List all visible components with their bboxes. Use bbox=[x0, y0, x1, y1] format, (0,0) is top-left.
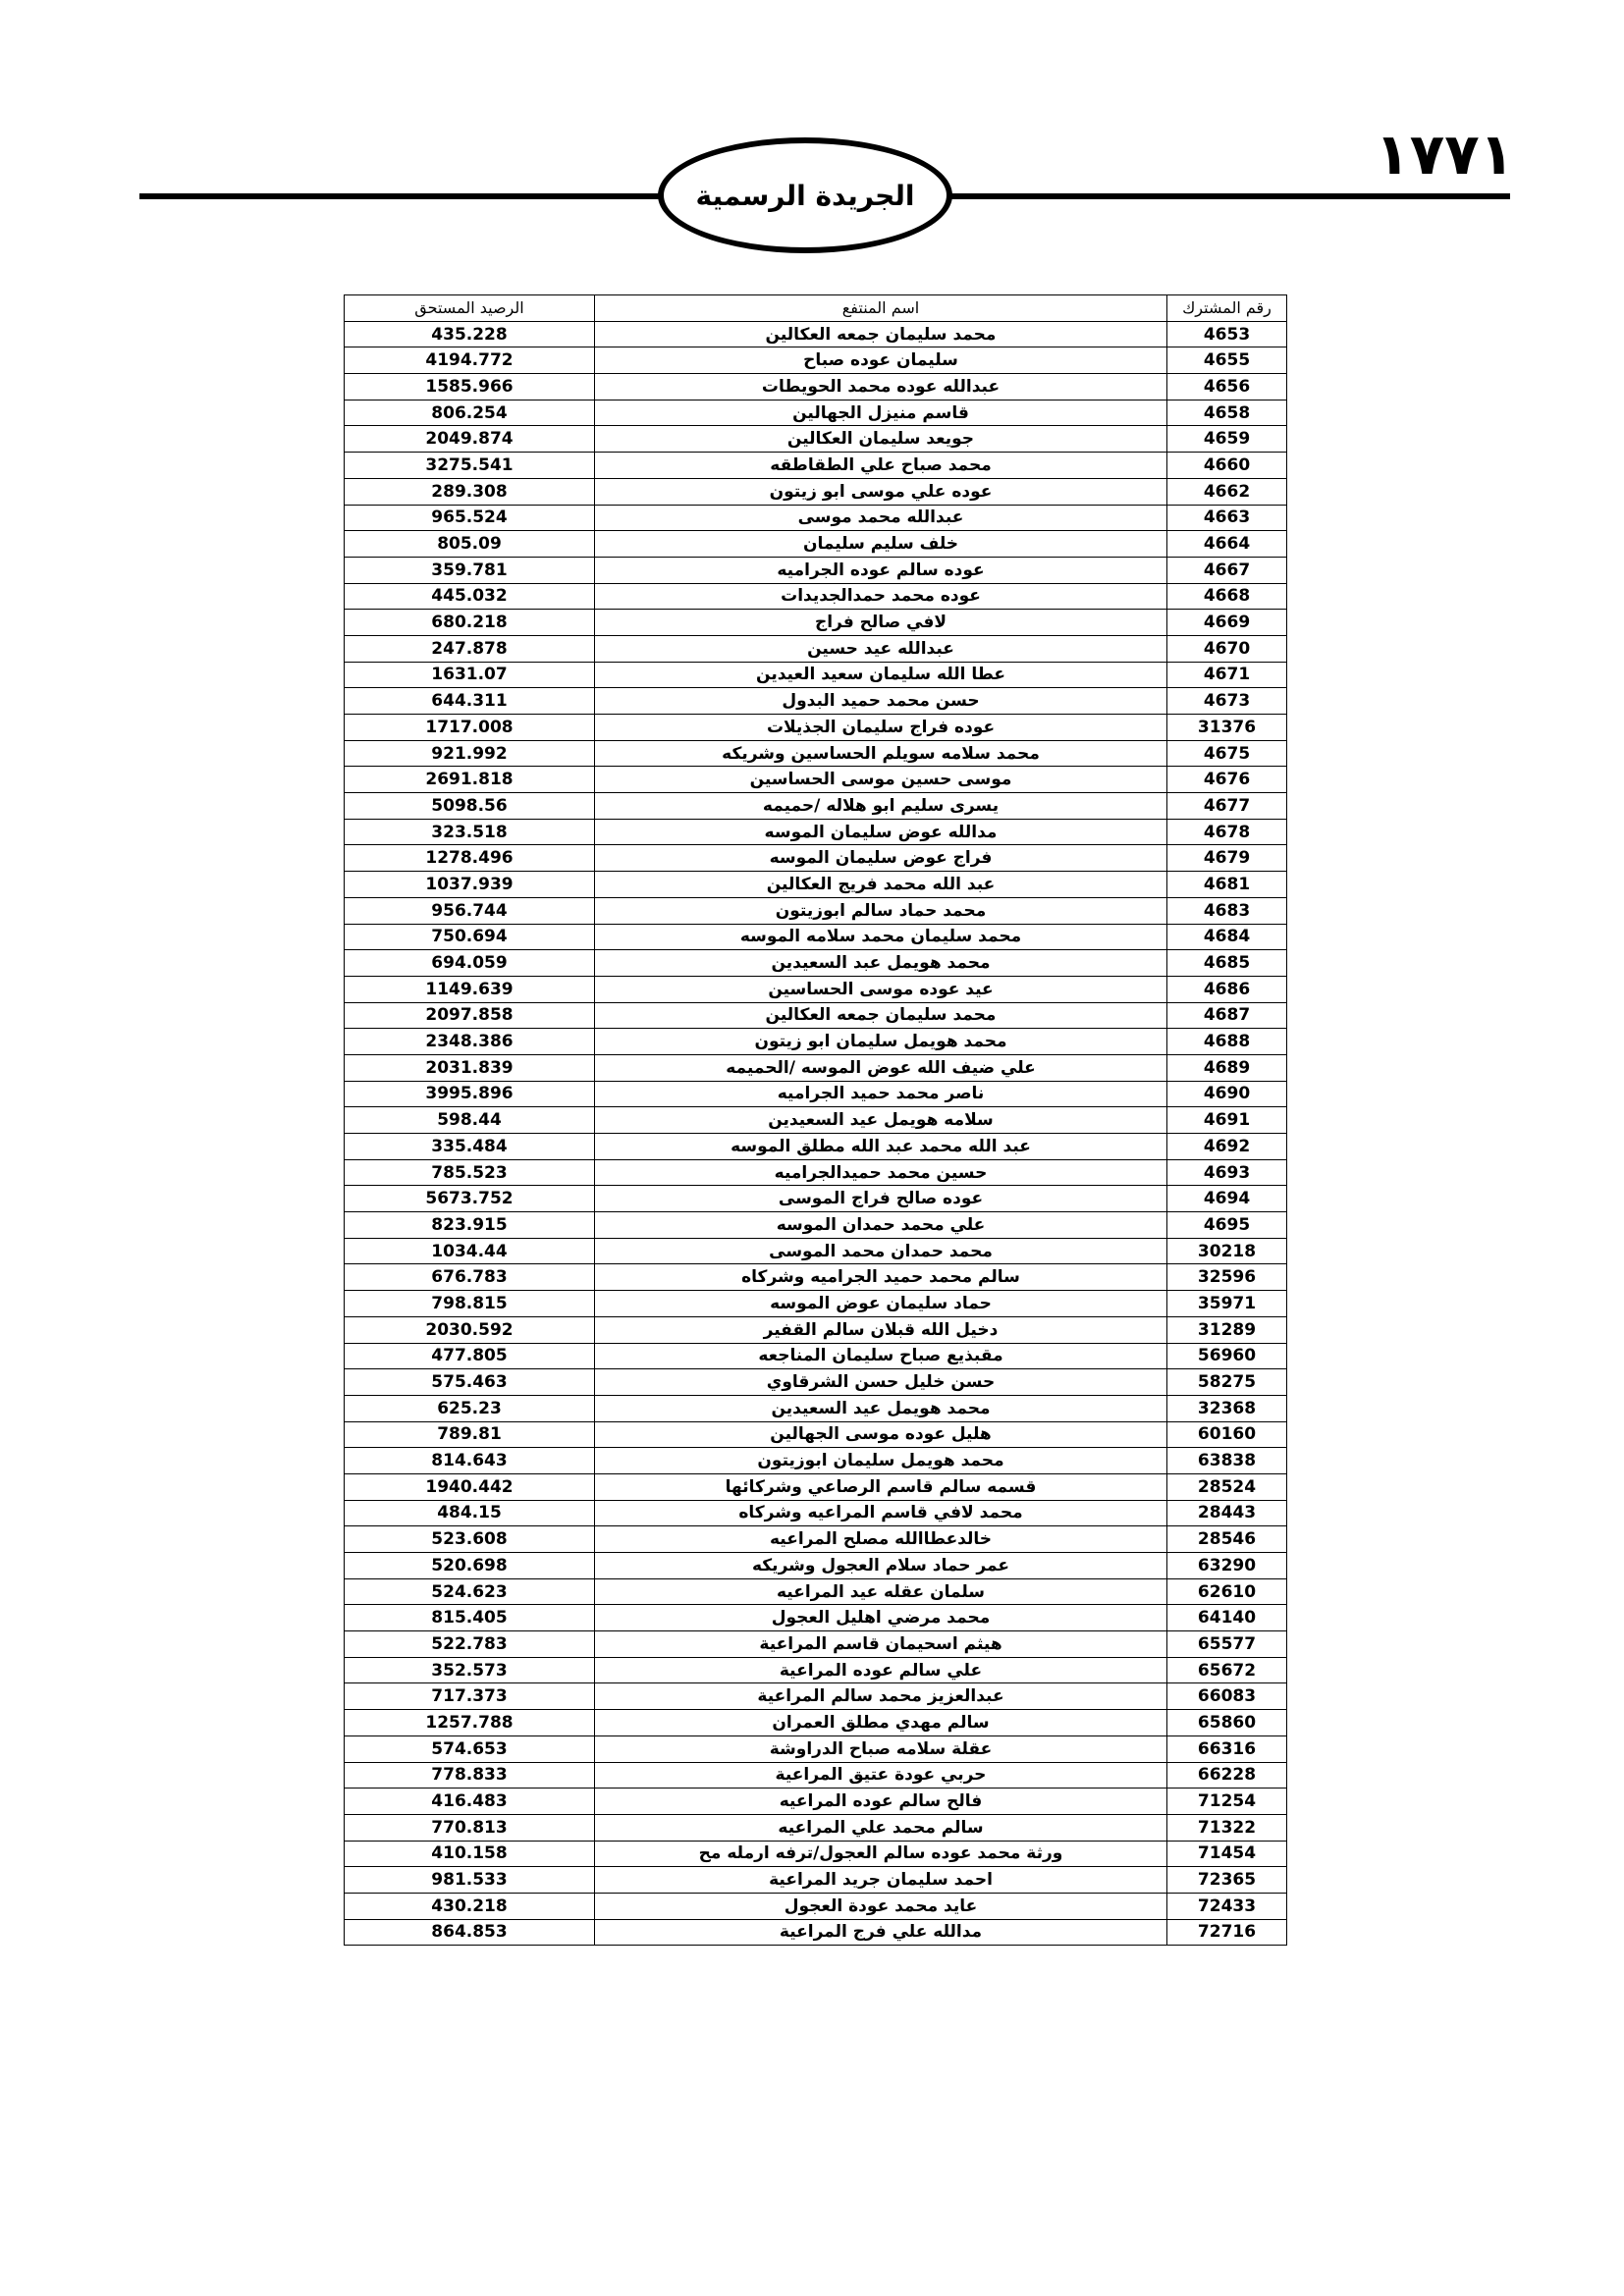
subscriber-balance-table bbox=[344, 294, 1287, 1946]
table-row bbox=[345, 897, 1287, 924]
subscriber-number-cell: 71254 bbox=[1167, 1789, 1287, 1815]
journal-title-ellipse bbox=[658, 137, 952, 253]
table-row bbox=[345, 1343, 1287, 1369]
balance-due-cell: 1257.788 bbox=[345, 1710, 595, 1736]
table-row bbox=[345, 1421, 1287, 1448]
subscriber-number-cell: 65860 bbox=[1167, 1710, 1287, 1736]
subscriber-number-cell: 63838 bbox=[1167, 1448, 1287, 1474]
beneficiary-name-cell: قاسم منيزل الجهالين bbox=[595, 400, 1167, 426]
balance-due-cell: 2031.839 bbox=[345, 1054, 595, 1081]
table-row bbox=[345, 1264, 1287, 1291]
beneficiary-name-cell: محمد صباح علي الطقاطقه bbox=[595, 453, 1167, 479]
table-row bbox=[345, 1631, 1287, 1658]
subscriber-number-cell: 4655 bbox=[1167, 347, 1287, 374]
beneficiary-name-cell: محمد سليمان جمعه العكالين bbox=[595, 321, 1167, 347]
balance-due-cell: 694.059 bbox=[345, 950, 595, 977]
subscriber-number-cell: 4667 bbox=[1167, 557, 1287, 583]
beneficiary-name-cell: محمد حمدان محمد الموسى bbox=[595, 1238, 1167, 1264]
balance-due-cell: 435.228 bbox=[345, 321, 595, 347]
balance-due-cell: 1149.639 bbox=[345, 976, 595, 1002]
balance-due-cell: 1037.939 bbox=[345, 872, 595, 898]
table-row bbox=[345, 1107, 1287, 1134]
beneficiary-name-cell: فالح سالم عوده المراعيه bbox=[595, 1789, 1167, 1815]
balance-due-cell: 1585.966 bbox=[345, 374, 595, 400]
table-row bbox=[345, 1919, 1287, 1946]
balance-due-cell: 5098.56 bbox=[345, 793, 595, 820]
beneficiary-name-cell: عبد الله محمد فريج العكالين bbox=[595, 872, 1167, 898]
balance-due-cell: 965.524 bbox=[345, 505, 595, 531]
beneficiary-name-cell: سالم مهدي مطلق العمران bbox=[595, 1710, 1167, 1736]
balance-due-cell: 1278.496 bbox=[345, 845, 595, 872]
balance-due-cell: 522.783 bbox=[345, 1631, 595, 1658]
beneficiary-name-cell: سلمان عقله عيد المراعيه bbox=[595, 1578, 1167, 1605]
beneficiary-name-cell: عوده فراج سليمان الجذيلات bbox=[595, 715, 1167, 741]
table-row bbox=[345, 321, 1287, 347]
subscriber-number-cell: 4663 bbox=[1167, 505, 1287, 531]
table-row bbox=[345, 950, 1287, 977]
beneficiary-name-cell: محمد مرضي اهليل العجول bbox=[595, 1605, 1167, 1631]
beneficiary-name-cell: محمد هويمل عيد السعيدين bbox=[595, 1395, 1167, 1421]
table-header-row bbox=[345, 295, 1287, 322]
table-row bbox=[345, 1500, 1287, 1526]
table-row bbox=[345, 1448, 1287, 1474]
table-row bbox=[345, 1002, 1287, 1029]
column-header-balance-due: الرصيد المستحق bbox=[345, 295, 595, 322]
beneficiary-name-cell: حسن خليل حسن الشرقاوي bbox=[595, 1369, 1167, 1396]
beneficiary-name-cell: عبدالله محمد موسى bbox=[595, 505, 1167, 531]
table-row bbox=[345, 1789, 1287, 1815]
table-row bbox=[345, 1054, 1287, 1081]
beneficiary-name-cell: علي سالم عوده المراعية bbox=[595, 1657, 1167, 1683]
subscriber-number-cell: 4688 bbox=[1167, 1029, 1287, 1055]
beneficiary-name-cell: سليمان عوده صباح bbox=[595, 347, 1167, 374]
table-row bbox=[345, 1735, 1287, 1762]
subscriber-number-cell: 66083 bbox=[1167, 1683, 1287, 1710]
subscriber-number-cell: 4660 bbox=[1167, 453, 1287, 479]
balance-due-cell: 247.878 bbox=[345, 635, 595, 662]
subscriber-number-cell: 4677 bbox=[1167, 793, 1287, 820]
beneficiary-name-cell: علي ضيف الله عوض الموسه /الحميمه bbox=[595, 1054, 1167, 1081]
table-row bbox=[345, 1762, 1287, 1789]
balance-due-cell: 416.483 bbox=[345, 1789, 595, 1815]
subscriber-number-cell: 60160 bbox=[1167, 1421, 1287, 1448]
subscriber-number-cell: 4678 bbox=[1167, 819, 1287, 845]
table-row bbox=[345, 583, 1287, 610]
balance-due-cell: 717.373 bbox=[345, 1683, 595, 1710]
subscriber-number-cell: 4671 bbox=[1167, 662, 1287, 688]
beneficiary-name-cell: موسى حسين موسى الحساسين bbox=[595, 767, 1167, 793]
subscriber-number-cell: 4669 bbox=[1167, 610, 1287, 636]
beneficiary-name-cell: جويعد سليمان العكالين bbox=[595, 426, 1167, 453]
subscriber-number-cell: 72716 bbox=[1167, 1919, 1287, 1946]
beneficiary-name-cell: علي محمد حمدان الموسه bbox=[595, 1212, 1167, 1239]
table-row bbox=[345, 688, 1287, 715]
balance-due-cell: 289.308 bbox=[345, 478, 595, 505]
table-row bbox=[345, 426, 1287, 453]
beneficiary-name-cell: حسن محمد حميد البدول bbox=[595, 688, 1167, 715]
table-row bbox=[345, 1212, 1287, 1239]
table-row bbox=[345, 767, 1287, 793]
table-row bbox=[345, 1710, 1287, 1736]
balance-due-cell: 644.311 bbox=[345, 688, 595, 715]
balance-due-cell: 523.608 bbox=[345, 1526, 595, 1553]
balance-due-cell: 323.518 bbox=[345, 819, 595, 845]
table-row bbox=[345, 1893, 1287, 1919]
beneficiary-name-cell: عوده علي موسى ابو زيتون bbox=[595, 478, 1167, 505]
table-row bbox=[345, 1369, 1287, 1396]
table-row bbox=[345, 478, 1287, 505]
table-row bbox=[345, 1395, 1287, 1421]
balance-due-cell: 4194.772 bbox=[345, 347, 595, 374]
table-row bbox=[345, 1867, 1287, 1894]
subscriber-number-cell: 30218 bbox=[1167, 1238, 1287, 1264]
subscriber-number-cell: 71454 bbox=[1167, 1841, 1287, 1867]
balance-due-cell: 778.833 bbox=[345, 1762, 595, 1789]
column-header-subscriber-number: رقم المشترك bbox=[1167, 295, 1287, 322]
table-row bbox=[345, 1159, 1287, 1186]
subscriber-number-cell: 65577 bbox=[1167, 1631, 1287, 1658]
subscriber-number-cell: 32596 bbox=[1167, 1264, 1287, 1291]
beneficiary-name-cell: عمر حماد سلام العجول وشريكه bbox=[595, 1553, 1167, 1579]
table-row bbox=[345, 924, 1287, 950]
table-row bbox=[345, 872, 1287, 898]
table-row bbox=[345, 400, 1287, 426]
subscriber-number-cell: 56960 bbox=[1167, 1343, 1287, 1369]
journal-title: الجريدة الرسمية bbox=[695, 179, 915, 212]
subscriber-number-cell: 32368 bbox=[1167, 1395, 1287, 1421]
subscriber-number-cell: 72365 bbox=[1167, 1867, 1287, 1894]
balance-due-cell: 2049.874 bbox=[345, 426, 595, 453]
subscriber-number-cell: 4679 bbox=[1167, 845, 1287, 872]
balance-due-cell: 430.218 bbox=[345, 1893, 595, 1919]
table-row bbox=[345, 1683, 1287, 1710]
balance-due-cell: 798.815 bbox=[345, 1291, 595, 1317]
balance-due-cell: 3275.541 bbox=[345, 453, 595, 479]
beneficiary-name-cell: سالم محمد حميد الجراميه وشركاه bbox=[595, 1264, 1167, 1291]
beneficiary-name-cell: خالدعطاالله مصلح المراعيه bbox=[595, 1526, 1167, 1553]
beneficiary-name-cell: محمد هويمل سليمان ابو زيتون bbox=[595, 1029, 1167, 1055]
beneficiary-name-cell: سلامه هويمل عيد السعيدين bbox=[595, 1107, 1167, 1134]
table-row bbox=[345, 610, 1287, 636]
balance-due-cell: 520.698 bbox=[345, 1553, 595, 1579]
balance-due-cell: 598.44 bbox=[345, 1107, 595, 1134]
subscriber-number-cell: 4662 bbox=[1167, 478, 1287, 505]
beneficiary-name-cell: احمد سليمان جريد المراعية bbox=[595, 1867, 1167, 1894]
table-row bbox=[345, 531, 1287, 558]
subscriber-number-cell: 71322 bbox=[1167, 1814, 1287, 1841]
subscriber-number-cell: 28443 bbox=[1167, 1500, 1287, 1526]
table-row bbox=[345, 1526, 1287, 1553]
balance-due-cell: 770.813 bbox=[345, 1814, 595, 1841]
beneficiary-name-cell: محمد لافي قاسم المراعيه وشركاه bbox=[595, 1500, 1167, 1526]
beneficiary-name-cell: هليل عوده موسى الجهالين bbox=[595, 1421, 1167, 1448]
table-row bbox=[345, 662, 1287, 688]
table-row bbox=[345, 347, 1287, 374]
table-row bbox=[345, 1134, 1287, 1160]
beneficiary-name-cell: ناصر محمد حميد الجراميه bbox=[595, 1081, 1167, 1107]
subscriber-number-cell: 62610 bbox=[1167, 1578, 1287, 1605]
table-row bbox=[345, 1841, 1287, 1867]
subscriber-number-cell: 63290 bbox=[1167, 1553, 1287, 1579]
balance-due-cell: 352.573 bbox=[345, 1657, 595, 1683]
balance-due-cell: 956.744 bbox=[345, 897, 595, 924]
balance-due-cell: 524.623 bbox=[345, 1578, 595, 1605]
table-row bbox=[345, 453, 1287, 479]
balance-due-cell: 484.15 bbox=[345, 1500, 595, 1526]
table-row bbox=[345, 635, 1287, 662]
balance-due-cell: 680.218 bbox=[345, 610, 595, 636]
balance-due-cell: 359.781 bbox=[345, 557, 595, 583]
beneficiary-name-cell: عوده صالح فراج الموسى bbox=[595, 1186, 1167, 1212]
balance-due-cell: 814.643 bbox=[345, 1448, 595, 1474]
balance-due-cell: 1717.008 bbox=[345, 715, 595, 741]
balance-due-cell: 1940.442 bbox=[345, 1473, 595, 1500]
table-row bbox=[345, 557, 1287, 583]
subscriber-number-cell: 4693 bbox=[1167, 1159, 1287, 1186]
subscriber-number-cell: 66228 bbox=[1167, 1762, 1287, 1789]
table-row bbox=[345, 1186, 1287, 1212]
table-row bbox=[345, 976, 1287, 1002]
table-row bbox=[345, 740, 1287, 767]
subscriber-number-cell: 28524 bbox=[1167, 1473, 1287, 1500]
table-row bbox=[345, 374, 1287, 400]
balance-due-cell: 823.915 bbox=[345, 1212, 595, 1239]
balance-due-cell: 981.533 bbox=[345, 1867, 595, 1894]
beneficiary-name-cell: عقلة سلامه صباح الدراوشة bbox=[595, 1735, 1167, 1762]
beneficiary-name-cell: فراج عوض سليمان الموسه bbox=[595, 845, 1167, 872]
table-row bbox=[345, 1238, 1287, 1264]
subscriber-number-cell: 4653 bbox=[1167, 321, 1287, 347]
table-row bbox=[345, 1081, 1287, 1107]
subscriber-number-cell: 4686 bbox=[1167, 976, 1287, 1002]
subscriber-number-cell: 4689 bbox=[1167, 1054, 1287, 1081]
subscriber-number-cell: 4676 bbox=[1167, 767, 1287, 793]
beneficiary-name-cell: هيثم اسحيمان قاسم المراعية bbox=[595, 1631, 1167, 1658]
beneficiary-name-cell: ورثة محمد عوده سالم العجول/ترفه ارمله مح bbox=[595, 1841, 1167, 1867]
table-row bbox=[345, 1657, 1287, 1683]
balance-due-cell: 477.805 bbox=[345, 1343, 595, 1369]
table-row bbox=[345, 1814, 1287, 1841]
beneficiary-name-cell: خلف سليم سليمان bbox=[595, 531, 1167, 558]
subscriber-number-cell: 4670 bbox=[1167, 635, 1287, 662]
beneficiary-name-cell: يسرى سليم ابو هلاله /حميمه bbox=[595, 793, 1167, 820]
table-row bbox=[345, 1605, 1287, 1631]
balance-due-cell: 750.694 bbox=[345, 924, 595, 950]
beneficiary-name-cell: سالم محمد علي المراعيه bbox=[595, 1814, 1167, 1841]
beneficiary-name-cell: محمد هويمل عبد السعيدين bbox=[595, 950, 1167, 977]
beneficiary-name-cell: مقبذيع صباح سليمان المناجعه bbox=[595, 1343, 1167, 1369]
beneficiary-name-cell: محمد هويمل سليمان ابوزيتون bbox=[595, 1448, 1167, 1474]
balance-due-cell: 1631.07 bbox=[345, 662, 595, 688]
beneficiary-name-cell: محمد حماد سالم ابوزيتون bbox=[595, 897, 1167, 924]
balance-due-cell: 625.23 bbox=[345, 1395, 595, 1421]
beneficiary-name-cell: مدالله علي فرج المراعية bbox=[595, 1919, 1167, 1946]
subscriber-number-cell: 28546 bbox=[1167, 1526, 1287, 1553]
balance-due-cell: 335.484 bbox=[345, 1134, 595, 1160]
subscriber-number-cell: 4664 bbox=[1167, 531, 1287, 558]
subscriber-number-cell: 66316 bbox=[1167, 1735, 1287, 1762]
subscriber-number-cell: 4659 bbox=[1167, 426, 1287, 453]
balance-due-cell: 2691.818 bbox=[345, 767, 595, 793]
balance-due-cell: 806.254 bbox=[345, 400, 595, 426]
beneficiary-name-cell: عبدالله عوده محمد الحويطات bbox=[595, 374, 1167, 400]
balance-due-cell: 2097.858 bbox=[345, 1002, 595, 1029]
table-row bbox=[345, 1578, 1287, 1605]
table-row bbox=[345, 715, 1287, 741]
subscriber-number-cell: 4687 bbox=[1167, 1002, 1287, 1029]
beneficiary-name-cell: حماد سليمان عوض الموسه bbox=[595, 1291, 1167, 1317]
subscriber-number-cell: 4691 bbox=[1167, 1107, 1287, 1134]
beneficiary-name-cell: محمد سليمان محمد سلامه الموسه bbox=[595, 924, 1167, 950]
column-header-beneficiary-name: اسم المنتفع bbox=[595, 295, 1167, 322]
balance-due-cell: 815.405 bbox=[345, 1605, 595, 1631]
subscriber-number-cell: 58275 bbox=[1167, 1369, 1287, 1396]
subscriber-number-cell: 4673 bbox=[1167, 688, 1287, 715]
beneficiary-name-cell: محمد سلامه سويلم الحساسين وشريكه bbox=[595, 740, 1167, 767]
subscriber-number-cell: 65672 bbox=[1167, 1657, 1287, 1683]
subscriber-number-cell: 4656 bbox=[1167, 374, 1287, 400]
balance-due-cell: 805.09 bbox=[345, 531, 595, 558]
subscriber-number-cell: 4694 bbox=[1167, 1186, 1287, 1212]
subscriber-number-cell: 31289 bbox=[1167, 1316, 1287, 1343]
table-row bbox=[345, 1029, 1287, 1055]
subscriber-number-cell: 35971 bbox=[1167, 1291, 1287, 1317]
subscriber-number-cell: 64140 bbox=[1167, 1605, 1287, 1631]
subscriber-number-cell: 4668 bbox=[1167, 583, 1287, 610]
balance-due-cell: 2030.592 bbox=[345, 1316, 595, 1343]
beneficiary-name-cell: حسين محمد حميدالجراميه bbox=[595, 1159, 1167, 1186]
subscriber-number-cell: 4684 bbox=[1167, 924, 1287, 950]
beneficiary-name-cell: عوده سالم عوده الجراميه bbox=[595, 557, 1167, 583]
table-row bbox=[345, 819, 1287, 845]
balance-due-cell: 1034.44 bbox=[345, 1238, 595, 1264]
table-row bbox=[345, 505, 1287, 531]
balance-due-cell: 574.653 bbox=[345, 1735, 595, 1762]
beneficiary-name-cell: حربي عودة عتيق المراعية bbox=[595, 1762, 1167, 1789]
subscriber-number-cell: 4685 bbox=[1167, 950, 1287, 977]
subscriber-number-cell: 4681 bbox=[1167, 872, 1287, 898]
beneficiary-name-cell: قسمه سالم قاسم الرصاعي وشركائها bbox=[595, 1473, 1167, 1500]
balance-due-cell: 5673.752 bbox=[345, 1186, 595, 1212]
subscriber-number-cell: 4695 bbox=[1167, 1212, 1287, 1239]
balance-due-cell: 410.158 bbox=[345, 1841, 595, 1867]
subscriber-number-cell: 4658 bbox=[1167, 400, 1287, 426]
balance-due-cell: 921.992 bbox=[345, 740, 595, 767]
balance-due-cell: 785.523 bbox=[345, 1159, 595, 1186]
subscriber-number-cell: 4675 bbox=[1167, 740, 1287, 767]
balance-due-cell: 2348.386 bbox=[345, 1029, 595, 1055]
subscriber-number-cell: 31376 bbox=[1167, 715, 1287, 741]
balance-due-cell: 575.463 bbox=[345, 1369, 595, 1396]
table-row bbox=[345, 845, 1287, 872]
beneficiary-name-cell: عايد محمد عودة العجول bbox=[595, 1893, 1167, 1919]
table-row bbox=[345, 1473, 1287, 1500]
subscriber-number-cell: 4692 bbox=[1167, 1134, 1287, 1160]
table-row bbox=[345, 1316, 1287, 1343]
table-row bbox=[345, 1291, 1287, 1317]
balance-due-cell: 789.81 bbox=[345, 1421, 595, 1448]
subscriber-number-cell: 4683 bbox=[1167, 897, 1287, 924]
beneficiary-name-cell: عيد عوده موسى الحساسين bbox=[595, 976, 1167, 1002]
beneficiary-name-cell: عبدالله عيد حسين bbox=[595, 635, 1167, 662]
beneficiary-name-cell: دخيل الله قبلان سالم القفير bbox=[595, 1316, 1167, 1343]
subscriber-number-cell: 4690 bbox=[1167, 1081, 1287, 1107]
page-number: ١٧٧١ bbox=[1375, 121, 1514, 187]
beneficiary-name-cell: محمد سليمان جمعه العكالين bbox=[595, 1002, 1167, 1029]
balance-due-cell: 676.783 bbox=[345, 1264, 595, 1291]
beneficiary-name-cell: عطا الله سليمان سعيد العيدين bbox=[595, 662, 1167, 688]
beneficiary-name-cell: عبدالعزيز محمد سالم المراعية bbox=[595, 1683, 1167, 1710]
beneficiary-name-cell: لافي صالح فراج bbox=[595, 610, 1167, 636]
table-row bbox=[345, 793, 1287, 820]
balance-due-cell: 3995.896 bbox=[345, 1081, 595, 1107]
table-row bbox=[345, 1553, 1287, 1579]
beneficiary-name-cell: مدالله عوض سليمان الموسه bbox=[595, 819, 1167, 845]
subscriber-number-cell: 72433 bbox=[1167, 1893, 1287, 1919]
beneficiary-name-cell: عوده محمد حمدالجديدات bbox=[595, 583, 1167, 610]
balance-due-cell: 445.032 bbox=[345, 583, 595, 610]
balance-due-cell: 864.853 bbox=[345, 1919, 595, 1946]
beneficiary-name-cell: عبد الله محمد عبد الله مطلق الموسه bbox=[595, 1134, 1167, 1160]
